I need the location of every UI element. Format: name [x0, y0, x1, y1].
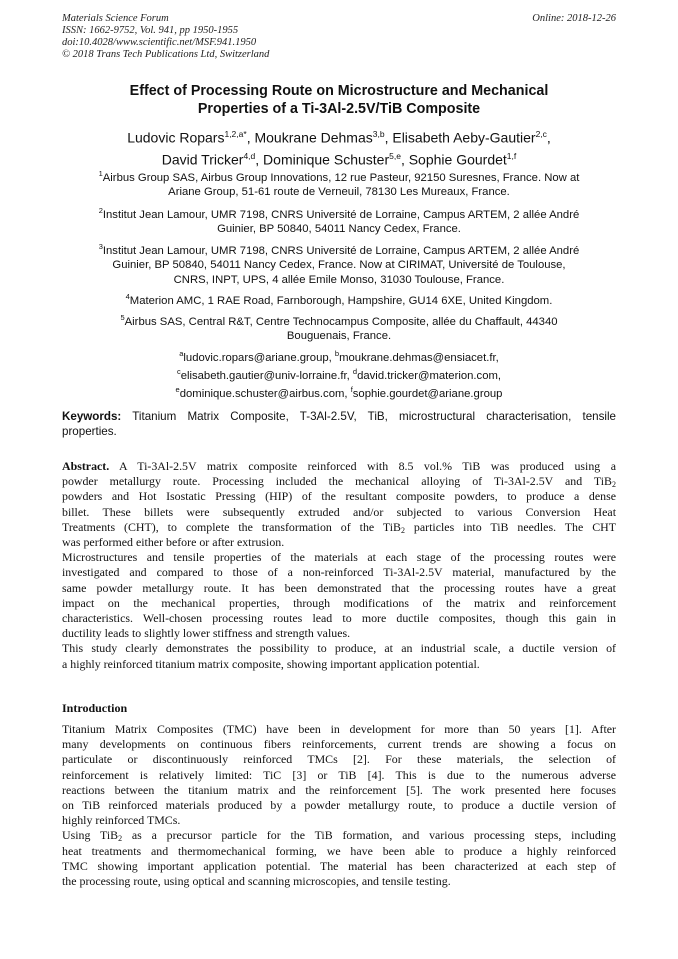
email-link[interactable]: elisabeth.gautier@univ-lorraine.fr — [180, 369, 347, 382]
title-line-1: Effect of Processing Route on Microstructure and Mechanical — [129, 83, 549, 99]
author-line-1: Ludovic Ropars$^{1,2,a*}$, Moukrane Dehmas$^{3,b}$, Elisabeth Aeby-Gautier$^{2,c}$, — [127, 129, 551, 146]
issn: ISSN: 1662-9752, Vol. 941, pp 1950-1955 — [62, 25, 239, 36]
author-list — [62, 125, 616, 168]
keywords-label: Keywords: — [62, 410, 122, 423]
keywords-text: Titanium Matrix Composite, T-3Al-2.5V, TiB, microstructural characterisation, tensile — [132, 410, 616, 423]
author-sup: 1,2,a* — [224, 129, 247, 139]
author-sup: 4,d — [243, 150, 256, 161]
email-link[interactable]: sophie.gourdet@ariane.group — [352, 387, 503, 400]
email-link[interactable]: dominique.schuster@airbus.com — [179, 387, 345, 400]
author-sup: 5,e — [389, 150, 401, 161]
journal-header — [62, 13, 269, 61]
author-name: Dominique Schuster — [263, 151, 390, 168]
online-date: Online: 2018-12-26 — [532, 13, 616, 24]
section-heading-introduction: Introduction — [62, 701, 128, 715]
copyright: © 2018 Trans Tech Publications Ltd, Switzerland — [62, 49, 270, 60]
author-name: Elisabeth Aeby-Gautier — [392, 129, 536, 146]
affiliation-5: $^5$Airbus SAS, Central R&T, Centre Technocampus Composite, allée du Chaffault, 44340 Bouguenais, France. — [120, 313, 558, 343]
keywords: Keywords: Titanium Matrix Composite, T-3Al-2.5V, TiB, microstructural characterisation, tensile properties. — [62, 410, 616, 438]
author-name: Ludovic Ropars — [127, 129, 225, 146]
email-link[interactable]: moukrane.dehmas@ensiacet.fr — [339, 351, 496, 364]
introduction-body: Titanium Matrix Composites (TMC) have been in development for more than 50 years [1]. After many developments on continuous fibers reinforcements, current trends are showing a focus on particulate or discontinuously reinforced TMCs [2]. For these materials, the selection of reinforcement is relatively limited: TiC [3] or TiB [4]. This is due to the numerous adverse reactions between the titanium matrix and the reinforcement [5]. The work presented here focuses on TiB reinforced materials produced by a powder metallurgy route, to produce a ductile version of highly reinforced TMCs. Using TiB$_2$ as a precursor particle for the TiB formation, and various processing steps, including heat treatments and thermomechanical forming, we have been able to produce a highly reinforced TMC showing important application potential. The material has been characterized at each step of the processing route, using optical and scanning microscopies, and tensile testing. — [62, 722, 617, 889]
abstract: Abstract. A Ti-3Al-2.5V matrix composite reinforced with 8.5 vol.% TiB was produced using a powder metallurgy route. Processing included the mechanical alloying of Ti-3Al-2.5V and TiB$_2$ powders and Hot Isostatic Pressing (HIP) of the resultant composite powders, to produce a dense billet. These billets were subsequently extruded and/or subjected to various Conversion Heat Treatments (CHT), to complete the transformation of the TiB$_2$ particles into TiB needles. The CHT was performed either before or after extrusion. Microstructures and tensile properties of the materials at each stage of the processing routes were investigated and compared to those of a non-reinforced Ti-3Al-2.5V material, manufactured by the same powder metallurgy route. It has been demonstrated that the processing routes have a great impact on the mechanical properties, through modifications of the matrix and reinforcement characteristics. Well-chosen processing routes lead to more ductile composites, though this gain in ductility leads to slightly lower stiffness and strength values. This study clearly demonstrates the possibility to produce, at an industrial scale, a ductile version of a highly reinforced titanium matrix composite, showing important application potential. — [62, 459, 616, 671]
email-link[interactable]: ludovic.ropars@ariane.group — [183, 351, 329, 364]
author-name: Sophie Gourdet — [408, 151, 507, 168]
doi: doi:10.4028/www.scientific.net/MSF.941.1950 — [62, 37, 257, 48]
email-list: $^a$ludovic.ropars@ariane.group, $^b$moukrane.dehmas@ensiacet.fr, $^c$elisabeth.gautier@univ-lorraine.fr, $^d$david.tricker@materion.com, $^e$dominique.schuster@airbus.com, $^f$sophie.gourdet@ariane.group — [175, 349, 503, 400]
affiliation-4: $^4$Materion AMC, 1 RAE Road, Farnborough, Hampshire, GU14 6XE, United Kingdom. — [125, 292, 553, 307]
journal-name: Materials Science Forum — [62, 13, 169, 24]
paper-title — [62, 82, 616, 118]
abstract-label: Abstract. — [62, 459, 110, 473]
author-sup: 1,f — [506, 150, 517, 161]
title-line-2: Properties of a Ti-3Al-2.5V/TiB Composite — [197, 101, 481, 117]
affiliation-1: $^1$Airbus Group SAS, Airbus Group Innovations, 12 rue Pasteur, 92150 Suresnes, France. Now at Ariane Group, 51-61 route de Verneuil, 78130 Les Mureaux, France. — [98, 169, 580, 199]
author-sup: 2,c — [535, 129, 547, 139]
author-name: David Tricker — [161, 151, 244, 168]
author-line-2: David Tricker$^{4,d}$, Dominique Schuster$^{5,e}$, Sophie Gourdet$^{1,f}$ — [161, 150, 517, 168]
author-sup: 3,b — [372, 129, 385, 139]
author-name: Moukrane Dehmas — [254, 129, 373, 146]
affiliation-2: $^2$Institut Jean Lamour, UMR 7198, CNRS Université de Lorraine, Campus ARTEM, 2 allée André Guinier, BP 50840, 54011 Nancy Cedex, France. — [98, 206, 580, 236]
email-link[interactable]: david.tricker@materion.com — [357, 369, 498, 382]
affiliation-3: $^3$Institut Jean Lamour, UMR 7198, CNRS Université de Lorraine, Campus ARTEM, 2 allée André Guinier, BP 50840, 54011 Nancy Cedex, France. Now at CIRIMAT, Université de Toulouse, CNRS, INPT, UPS, 4 allée Emile Monso, 31030 Toulouse, France. — [98, 242, 580, 286]
